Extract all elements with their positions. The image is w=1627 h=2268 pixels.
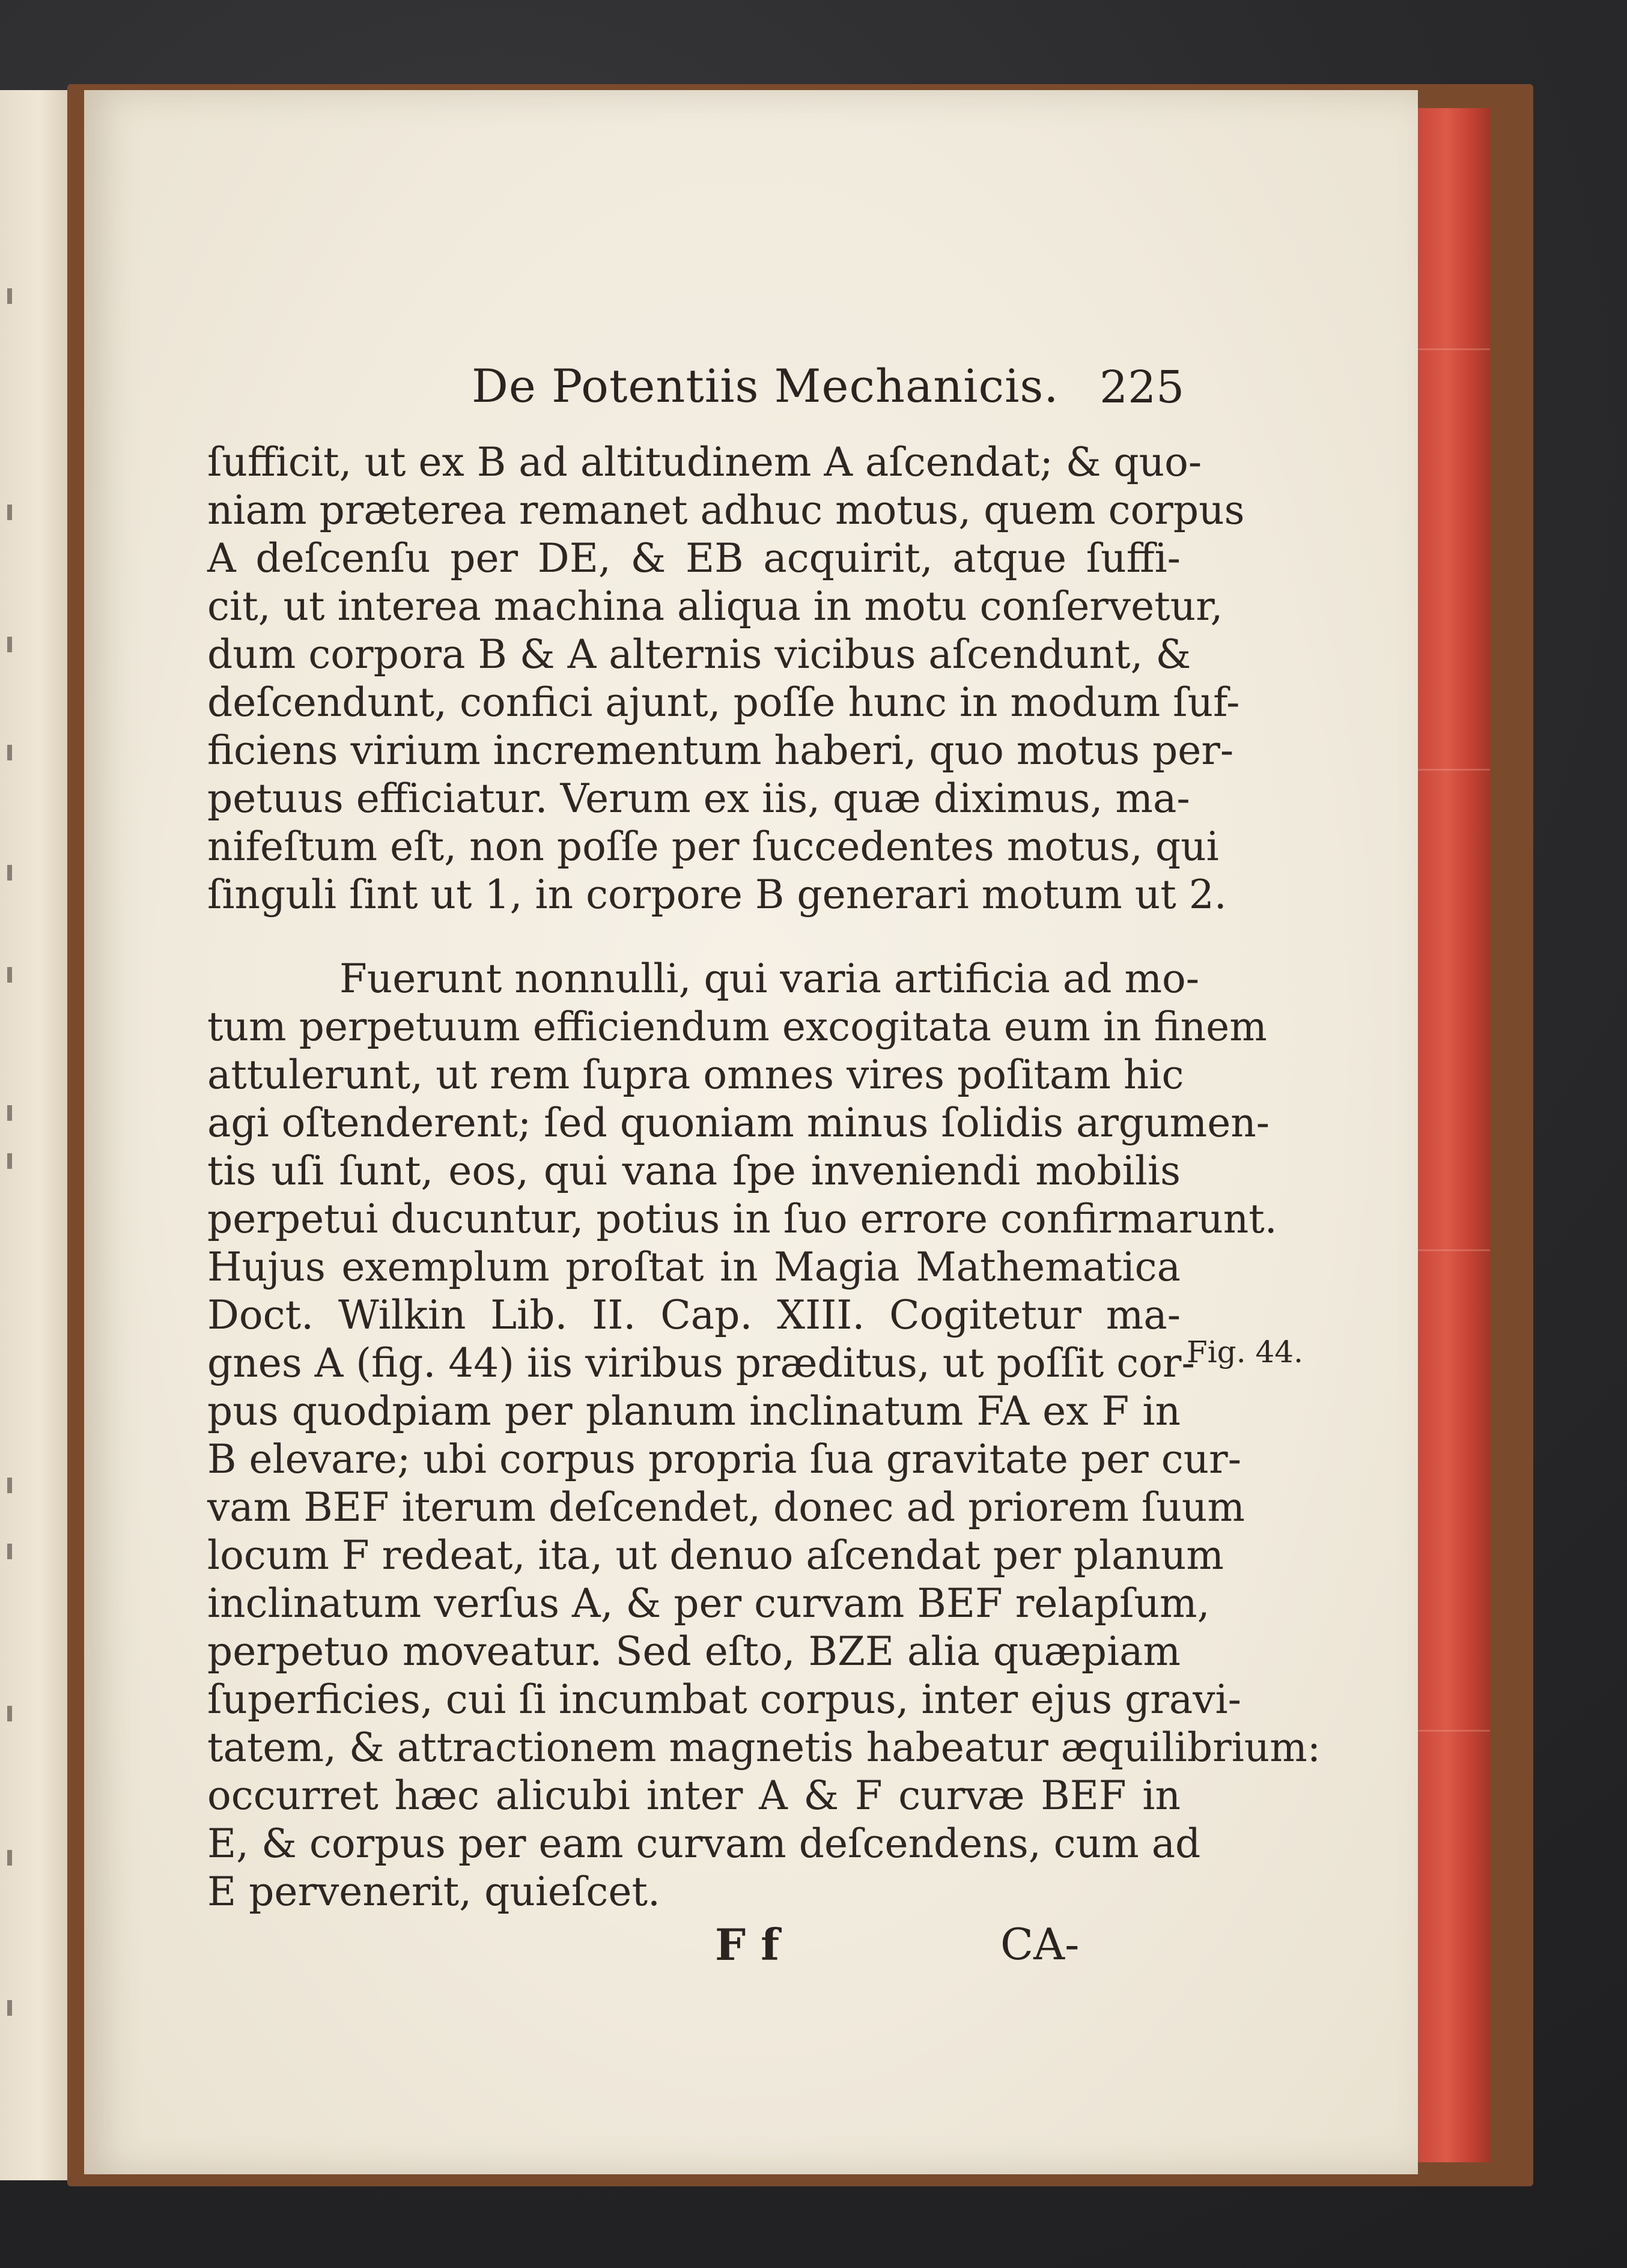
left-page-mark [7,745,12,760]
text-line: E, & corpus per eam curvam deſcendens, cum ad [207,1821,1201,1867]
signature-mark: F f [715,1919,780,1970]
text-line: A deſcenſu per DE, & EB acquirit, atque ſuffi- [207,535,1181,581]
text-line: ſinguli ſint ut 1, in corpore B generari motum ut 2. [207,872,1227,918]
left-page-mark [7,865,12,881]
text-line: E pervenerit, quieſcet. [207,1869,660,1915]
text-line: tum perpetuum efficiendum excogitata eum in finem [207,1004,1267,1050]
text-line: ſuperficies, cui ſi incumbat corpus, inter ejus gravi- [207,1676,1241,1723]
text-line: Fuerunt nonnulli, qui varia artificia ad mo- [339,956,1200,1002]
text-line: B elevare; ubi corpus propria ſua gravitate per cur- [207,1436,1242,1482]
text-line: Hujus exemplum proſtat in Magia Mathematica [207,1244,1181,1290]
page-number: 225 [1099,362,1185,413]
catchword: CA- [1000,1919,1080,1969]
edge-stripe [1418,1249,1490,1251]
edge-stripe [1418,348,1490,350]
edge-stripe [1418,769,1490,771]
text-line: vam BEF iterum deſcendet, donec ad priorem ſuum [207,1484,1245,1530]
text-line: inclinatum verſus A, & per curvam BEF relapſum, [207,1580,1210,1627]
text-line: Doct. Wilkin Lib. II. Cap. XIII. Cogitetur ma- [207,1292,1181,1338]
text-line: locum F redeat, ita, ut denuo aſcendat per planum [207,1532,1224,1578]
text-line: occurret hæc alicubi inter A & F curvæ BEF in [207,1772,1181,1819]
left-page-mark [7,1105,12,1121]
running-header: De Potentiis Mechanicis. [472,359,1059,413]
left-page-mark [7,1478,12,1493]
text-line: attulerunt, ut rem ſupra omnes vires poſitam hic [207,1052,1184,1098]
text-line: pus quodpiam per planum inclinatum FA ex F in [207,1388,1181,1434]
left-page-mark [7,637,12,652]
left-page-edge [0,90,76,2180]
paragraph-1 [207,438,1245,919]
left-page-mark [7,967,12,983]
text-line: nifeſtum eſt, non poſſe per ſuccedentes motus, qui [207,823,1219,870]
text-line: agi oſtenderent; ſed quoniam minus ſolidis argumen- [207,1100,1270,1146]
edge-stripe [1418,1730,1490,1732]
left-page-mark [7,1850,12,1866]
paragraph-2 [207,955,1321,1916]
text-line: cit, ut interea machina aliqua in motu conſervetur, [207,583,1223,629]
text-line: niam præterea remanet adhuc motus, quem corpus [207,487,1245,533]
text-line: tatem, & attractionem magnetis habeatur æquilibrium: [207,1724,1321,1771]
left-page-mark [7,2000,12,2016]
left-page-mark [7,505,12,520]
text-line: ficiens virium incrementum haberi, quo motus per- [207,727,1234,774]
text-line: petuus efficiatur. Verum ex iis, quæ diximus, ma- [207,775,1190,822]
text-line: dum corpora B & A alternis vicibus aſcendunt, & [207,631,1191,678]
left-page-mark [7,288,12,304]
left-page-mark [7,1544,12,1559]
text-line: tis uſi ſunt, eos, qui vana ſpe inveniendi mobilis [207,1148,1181,1194]
red-page-edges [1418,108,1490,2162]
text-line: perpetui ducuntur, potius in ſuo errore confirmarunt. [207,1196,1277,1242]
text-line: perpetuo moveatur. Sed eſto, BZE alia quæpiam [207,1628,1181,1675]
text-line: ſufficit, ut ex B ad altitudinem A aſcendat; & quo- [207,439,1202,485]
left-page-mark [7,1706,12,1721]
text-line: deſcendunt, confici ajunt, poſſe hunc in modum ſuf- [207,679,1240,726]
margin-note-figure-ref: Fig. 44. [1187,1335,1303,1369]
left-page-mark [7,1153,12,1169]
text-line: gnes A (fig. 44) iis viribus præditus, ut poſſit cor- [207,1340,1195,1386]
